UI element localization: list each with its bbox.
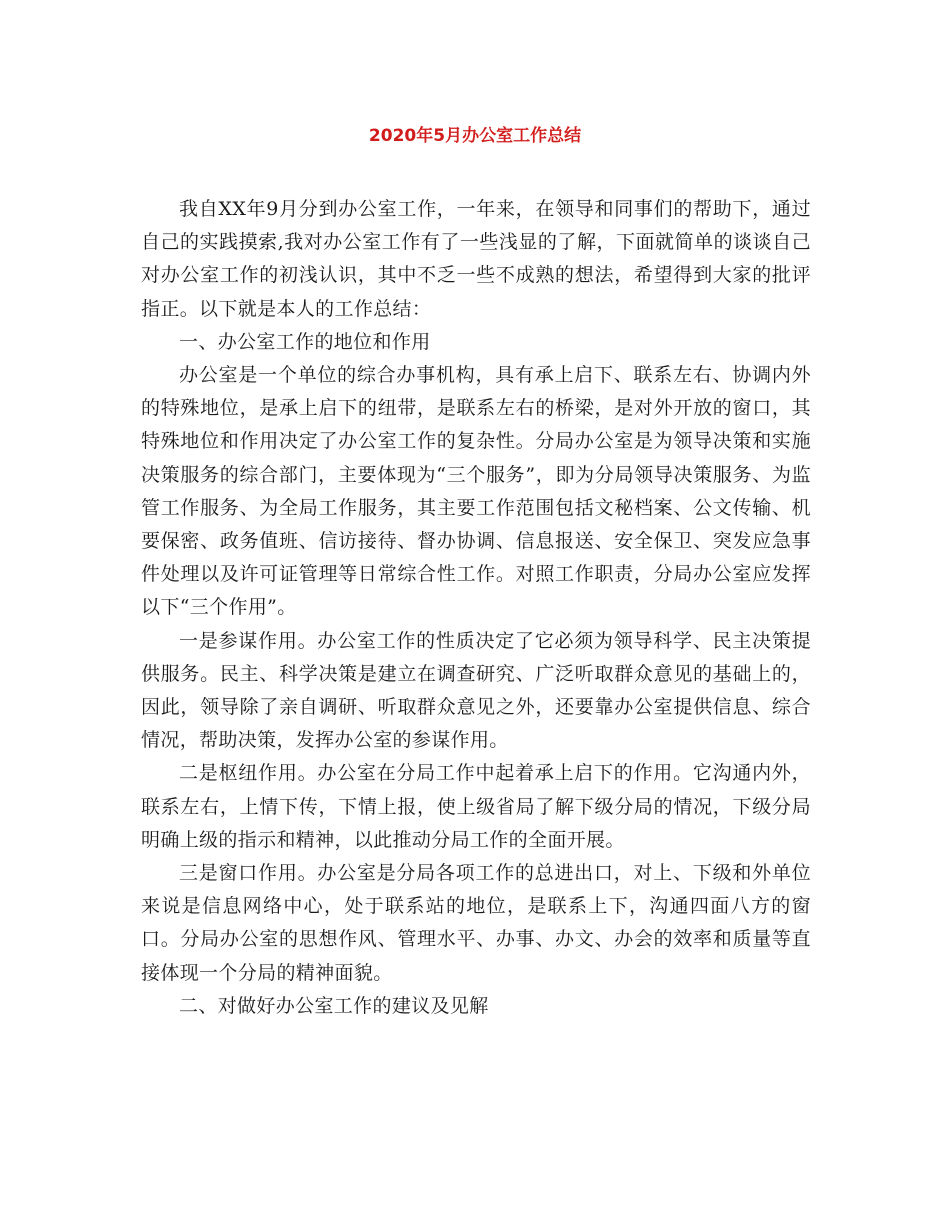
document-body [141,193,811,1023]
paragraph-intro: 我自XX年9月分到办公室工作，一年来，在领导和同事们的帮助下，通过自己的实践摸索,我对办公室工作有了一些浅显的了解，下面就简单的谈谈自己对办公室工作的初浅认识，其中不乏一些不成熟的想法，希望得到大家的批评指正。以下就是本人的工作总结： [141,198,811,320]
section-heading-1: 一、办公室工作的地位和作用 [179,330,431,353]
document-title: 2020年5月办公室工作总结 [368,126,582,146]
paragraph-window-role: 三是窗口作用。办公室是分局各项工作的总进出口，对上、下级和外单位来说是信息网络中心，处于联系站的地位，是联系上下，沟通四面八方的窗口。分局办公室的思想作风、管理水平、办事、办文、办会的效率和质量等直接体现一个分局的精神面貌。 [141,862,811,984]
section-heading-2: 二、对做好办公室工作的建议及见解 [179,994,489,1017]
paragraph-advisory-role: 一是参谋作用。办公室工作的性质决定了它必须为领导科学、民主决策提供服务。民主、科学决策是建立在调查研究、广泛听取群众意见的基础上的，因此，领导除了亲自调研、听取群众意见之外，还要靠办公室提供信息、综合情况，帮助决策，发挥办公室的参谋作用。 [141,629,811,752]
paragraph-office-role: 办公室是一个单位的综合办事机构，具有承上启下、联系左右、协调内外的特殊地位，是承上启下的纽带，是联系左右的桥梁，是对外开放的窗口，其特殊地位和作用决定了办公室工作的复杂性。分局办公室是为领导决策和实施决策服务的综合部门，主要体现为“三个服务”，即为分局领导决策服务、为监管工作服务、为全局工作服务，其主要工作范围包括文秘档案、公文传输、机要保密、政务值班、信访接待、督办协调、信息报送、安全保卫、突发应急事件处理以及许可证管理等日常综合性工作。对照工作职责，分局办公室应发挥以下“三个作用”。 [141,364,811,619]
paragraph-hub-role: 二是枢纽作用。办公室在分局工作中起着承上启下的作用。它沟通内外，联系左右，上情下传，下情上报，使上级省局了解下级分局的情况，下级分局明确上级的指示和精神，以此推动分局工作的全面开展。 [141,762,811,851]
